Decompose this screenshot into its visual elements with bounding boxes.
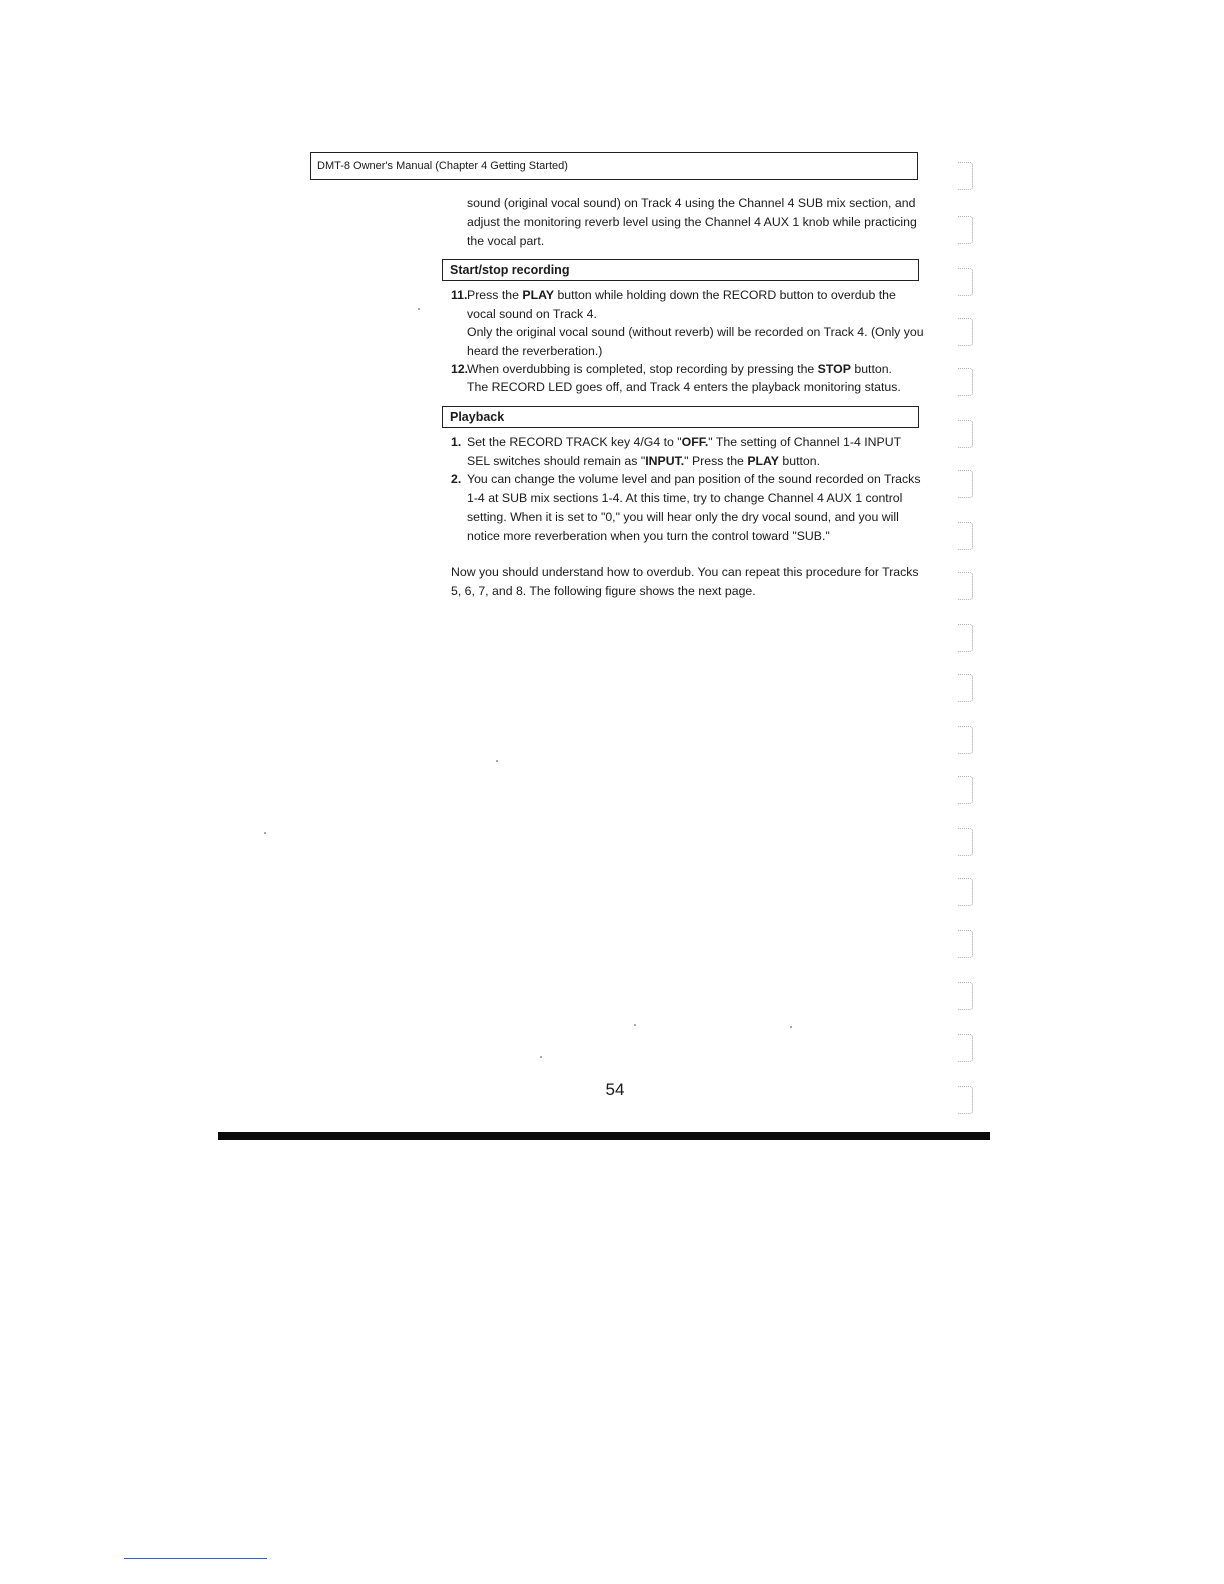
scan-speck — [418, 308, 420, 310]
running-header — [310, 152, 918, 180]
section-heading-start-stop-recording — [442, 259, 919, 281]
step-2-line-4: notice more reverberation when you turn the control toward "SUB." — [467, 529, 830, 543]
footer-rule — [218, 1132, 990, 1140]
step-2-line-3: setting. When it is set to "0," you will hear only the dry vocal sound, and you will — [467, 510, 899, 524]
scan-speck — [634, 1024, 636, 1026]
tab-mark — [958, 828, 973, 856]
section-heading-playback — [442, 406, 919, 428]
closing-line-2: 5, 6, 7, and 8. The following figure shows the next page. — [451, 584, 756, 598]
step-number-12: 12. — [451, 362, 469, 376]
step-number-2: 2. — [451, 472, 462, 486]
closing-line-1: Now you should understand how to overdub. You can repeat this procedure for Tracks — [451, 565, 919, 579]
step-2-line-1: You can change the volume level and pan position of the sound recorded on Tracks — [467, 472, 921, 486]
tab-mark — [958, 776, 973, 804]
scan-speck — [496, 760, 498, 762]
tab-mark — [958, 368, 973, 396]
intro-line-1: sound (original vocal sound) on Track 4 using the Channel 4 SUB mix section, and — [467, 196, 916, 210]
tab-mark — [958, 216, 973, 244]
header-title: DMT-8 Owner's Manual (Chapter 4 Getting Started) — [317, 160, 568, 172]
bottom-link-underline — [124, 1558, 267, 1559]
tab-mark — [958, 1086, 973, 1114]
tab-mark — [958, 268, 973, 296]
intro-line-2: adjust the monitoring reverb level using the Channel 4 AUX 1 knob while practicing — [467, 215, 917, 229]
tab-mark — [958, 318, 973, 346]
tab-mark — [958, 162, 973, 190]
step-2-line-2: 1-4 at SUB mix sections 1-4. At this time, try to change Channel 4 AUX 1 control — [467, 491, 903, 505]
tab-mark — [958, 982, 973, 1010]
step-11-line-3: Only the original vocal sound (without reverb) will be recorded on Track 4. (Only you — [467, 325, 924, 339]
page-number: 54 — [605, 1080, 625, 1099]
tab-mark — [958, 726, 973, 754]
step-11-line-1: Press the PLAY button while holding down the RECORD button to overdub the — [467, 288, 896, 302]
tab-mark — [958, 930, 973, 958]
step-11-line-2: vocal sound on Track 4. — [467, 307, 597, 321]
tab-mark — [958, 572, 973, 600]
tab-mark — [958, 470, 973, 498]
section-title: Playback — [450, 410, 505, 424]
step-1-line-1: Set the RECORD TRACK key 4/G4 to "OFF." The setting of Channel 1-4 INPUT — [467, 435, 902, 449]
scan-speck — [264, 832, 266, 834]
binder-tab-marks — [952, 158, 980, 1118]
scan-speck — [540, 1056, 542, 1058]
step-number-11: 11. — [451, 288, 468, 302]
step-12-line-1: When overdubbing is completed, stop recording by pressing the STOP button. — [467, 362, 892, 376]
intro-line-3: the vocal part. — [467, 234, 545, 248]
step-1-line-2: SEL switches should remain as "INPUT." Press the PLAY button. — [467, 454, 821, 468]
step-11-line-4: heard the reverberation.) — [467, 344, 603, 358]
step-number-1: 1. — [451, 435, 462, 449]
scan-speck — [790, 1026, 792, 1028]
step-12-line-2: The RECORD LED goes off, and Track 4 enters the playback monitoring status. — [467, 380, 901, 394]
tab-mark — [958, 624, 973, 652]
tab-mark — [958, 878, 973, 906]
tab-mark — [958, 1034, 973, 1062]
tab-mark — [958, 420, 973, 448]
section-title: Start/stop recording — [450, 263, 570, 277]
tab-mark — [958, 522, 973, 550]
tab-mark — [958, 674, 973, 702]
